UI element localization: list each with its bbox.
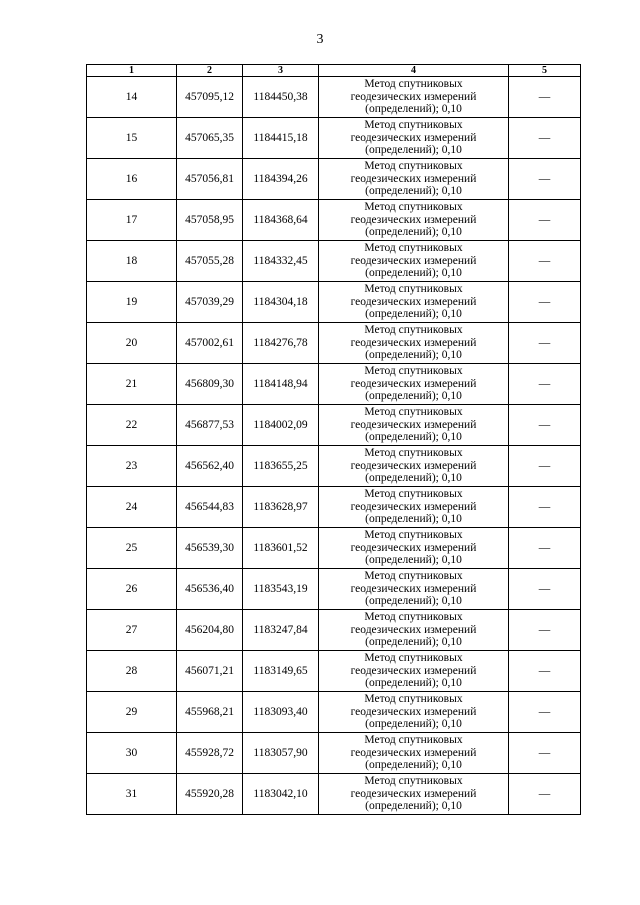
x-coordinate-cell: 456071,21 [177, 651, 243, 692]
table-row [87, 692, 581, 733]
method-line: (определений); 0,10 [365, 554, 462, 567]
note-cell: — [509, 118, 581, 159]
table-header-row [87, 65, 581, 77]
y-coordinate-cell: 1184415,18 [243, 118, 319, 159]
method-cell [319, 610, 509, 651]
point-number-cell: 16 [87, 159, 177, 200]
header-cell: 2 [177, 65, 243, 77]
method-line: Метод спутниковых [364, 693, 463, 706]
x-coordinate-cell: 456536,40 [177, 569, 243, 610]
point-number-cell: 14 [87, 77, 177, 118]
y-coordinate-cell: 1183149,65 [243, 651, 319, 692]
note-cell: — [509, 528, 581, 569]
point-number-cell: 15 [87, 118, 177, 159]
method-line: геодезических измерений [350, 787, 477, 800]
y-coordinate-cell: 1184276,78 [243, 323, 319, 364]
y-coordinate-cell: 1183093,40 [243, 692, 319, 733]
y-coordinate-cell: 1184148,94 [243, 364, 319, 405]
point-number-cell: 25 [87, 528, 177, 569]
method-line: Метод спутниковых [364, 447, 463, 460]
table-row [87, 77, 581, 118]
y-coordinate-cell: 1183042,10 [243, 774, 319, 815]
method-line: (определений); 0,10 [365, 677, 462, 690]
method-line: (определений); 0,10 [365, 267, 462, 280]
method-line: Метод спутниковых [364, 201, 463, 214]
method-cell [319, 159, 509, 200]
table-row [87, 118, 581, 159]
table-row [87, 651, 581, 692]
table-row [87, 159, 581, 200]
note-cell: — [509, 569, 581, 610]
x-coordinate-cell: 456204,80 [177, 610, 243, 651]
note-cell: — [509, 77, 581, 118]
method-cell [319, 118, 509, 159]
note-cell: — [509, 610, 581, 651]
method-cell [319, 282, 509, 323]
method-line: Метод спутниковых [364, 365, 463, 378]
note-cell: — [509, 446, 581, 487]
note-cell: — [509, 241, 581, 282]
method-line: Метод спутниковых [364, 78, 463, 91]
method-line: (определений); 0,10 [365, 226, 462, 239]
y-coordinate-cell: 1183057,90 [243, 733, 319, 774]
note-cell: — [509, 405, 581, 446]
page-number: 3 [316, 32, 324, 47]
method-cell [319, 774, 509, 815]
coordinates-table [86, 64, 581, 815]
method-line: геодезических измерений [350, 336, 477, 349]
point-number-cell: 24 [87, 487, 177, 528]
x-coordinate-cell: 455928,72 [177, 733, 243, 774]
table-row [87, 528, 581, 569]
method-line: Метод спутниковых [364, 160, 463, 173]
note-cell: — [509, 487, 581, 528]
note-cell: — [509, 200, 581, 241]
note-cell: — [509, 282, 581, 323]
point-number-cell: 29 [87, 692, 177, 733]
x-coordinate-cell: 457039,29 [177, 282, 243, 323]
y-coordinate-cell: 1184332,45 [243, 241, 319, 282]
table-row [87, 323, 581, 364]
x-coordinate-cell: 457058,95 [177, 200, 243, 241]
method-line: Метод спутниковых [364, 529, 463, 542]
y-coordinate-cell: 1183601,52 [243, 528, 319, 569]
x-coordinate-cell: 456539,30 [177, 528, 243, 569]
method-line: (определений); 0,10 [365, 595, 462, 608]
method-line: Метод спутниковых [364, 488, 463, 501]
method-line: (определений); 0,10 [365, 800, 462, 813]
note-cell: — [509, 364, 581, 405]
method-cell [319, 364, 509, 405]
note-cell: — [509, 651, 581, 692]
table-row [87, 364, 581, 405]
table-body [87, 77, 581, 815]
method-line: (определений); 0,10 [365, 349, 462, 362]
method-line: геодезических измерений [350, 254, 477, 267]
method-cell [319, 733, 509, 774]
method-line: геодезических измерений [350, 664, 477, 677]
table-row [87, 733, 581, 774]
method-line: геодезических измерений [350, 500, 477, 513]
table-row [87, 569, 581, 610]
y-coordinate-cell: 1184394,26 [243, 159, 319, 200]
method-cell [319, 528, 509, 569]
method-line: Метод спутниковых [364, 324, 463, 337]
y-coordinate-cell: 1184450,38 [243, 77, 319, 118]
method-cell [319, 692, 509, 733]
point-number-cell: 17 [87, 200, 177, 241]
method-line: геодезических измерений [350, 131, 477, 144]
point-number-cell: 30 [87, 733, 177, 774]
point-number-cell: 19 [87, 282, 177, 323]
point-number-cell: 28 [87, 651, 177, 692]
point-number-cell: 26 [87, 569, 177, 610]
x-coordinate-cell: 456877,53 [177, 405, 243, 446]
method-line: Метод спутниковых [364, 406, 463, 419]
method-line: (определений); 0,10 [365, 144, 462, 157]
point-number-cell: 23 [87, 446, 177, 487]
y-coordinate-cell: 1184304,18 [243, 282, 319, 323]
method-line: (определений); 0,10 [365, 308, 462, 321]
method-cell [319, 323, 509, 364]
method-line: геодезических измерений [350, 582, 477, 595]
method-cell [319, 569, 509, 610]
x-coordinate-cell: 457095,12 [177, 77, 243, 118]
header-cell: 3 [243, 65, 319, 77]
point-number-cell: 27 [87, 610, 177, 651]
y-coordinate-cell: 1184368,64 [243, 200, 319, 241]
method-line: Метод спутниковых [364, 734, 463, 747]
note-cell: — [509, 774, 581, 815]
method-line: геодезических измерений [350, 746, 477, 759]
method-line: (определений); 0,10 [365, 431, 462, 444]
method-line: геодезических измерений [350, 418, 477, 431]
point-number-cell: 31 [87, 774, 177, 815]
x-coordinate-cell: 456562,40 [177, 446, 243, 487]
table-row [87, 446, 581, 487]
table-row [87, 282, 581, 323]
method-cell [319, 487, 509, 528]
method-line: (определений); 0,10 [365, 513, 462, 526]
method-cell [319, 241, 509, 282]
y-coordinate-cell: 1183543,19 [243, 569, 319, 610]
point-number-cell: 21 [87, 364, 177, 405]
method-line: (определений); 0,10 [365, 103, 462, 116]
method-cell [319, 446, 509, 487]
point-number-cell: 20 [87, 323, 177, 364]
method-line: геодезических измерений [350, 295, 477, 308]
table-row [87, 487, 581, 528]
method-line: (определений); 0,10 [365, 472, 462, 485]
table-row [87, 405, 581, 446]
method-line: (определений); 0,10 [365, 390, 462, 403]
x-coordinate-cell: 455968,21 [177, 692, 243, 733]
y-coordinate-cell: 1183628,97 [243, 487, 319, 528]
method-cell [319, 405, 509, 446]
x-coordinate-cell: 456544,83 [177, 487, 243, 528]
method-line: геодезических измерений [350, 213, 477, 226]
note-cell: — [509, 159, 581, 200]
y-coordinate-cell: 1183655,25 [243, 446, 319, 487]
method-cell [319, 200, 509, 241]
header-cell: 4 [319, 65, 509, 77]
header-cell: 5 [509, 65, 581, 77]
x-coordinate-cell: 457065,35 [177, 118, 243, 159]
point-number-cell: 22 [87, 405, 177, 446]
method-line: геодезических измерений [350, 172, 477, 185]
method-cell [319, 77, 509, 118]
method-cell [319, 651, 509, 692]
table-row [87, 610, 581, 651]
note-cell: — [509, 692, 581, 733]
method-line: Метод спутниковых [364, 570, 463, 583]
method-line: Метод спутниковых [364, 242, 463, 255]
method-line: Метод спутниковых [364, 283, 463, 296]
method-line: геодезических измерений [350, 377, 477, 390]
method-line: Метод спутниковых [364, 119, 463, 132]
method-line: Метод спутниковых [364, 611, 463, 624]
x-coordinate-cell: 457056,81 [177, 159, 243, 200]
point-number-cell: 18 [87, 241, 177, 282]
x-coordinate-cell: 457002,61 [177, 323, 243, 364]
y-coordinate-cell: 1184002,09 [243, 405, 319, 446]
y-coordinate-cell: 1183247,84 [243, 610, 319, 651]
method-line: геодезических измерений [350, 90, 477, 103]
method-line: геодезических измерений [350, 459, 477, 472]
x-coordinate-cell: 456809,30 [177, 364, 243, 405]
method-line: Метод спутниковых [364, 775, 463, 788]
method-line: (определений); 0,10 [365, 636, 462, 649]
x-coordinate-cell: 457055,28 [177, 241, 243, 282]
method-line: (определений); 0,10 [365, 185, 462, 198]
note-cell: — [509, 323, 581, 364]
table-row [87, 774, 581, 815]
method-line: геодезических измерений [350, 623, 477, 636]
method-line: Метод спутниковых [364, 652, 463, 665]
method-line: (определений); 0,10 [365, 759, 462, 772]
header-cell: 1 [87, 65, 177, 77]
method-line: геодезических измерений [350, 705, 477, 718]
x-coordinate-cell: 455920,28 [177, 774, 243, 815]
method-line: геодезических измерений [350, 541, 477, 554]
table-row [87, 241, 581, 282]
table-row [87, 200, 581, 241]
method-line: (определений); 0,10 [365, 718, 462, 731]
note-cell: — [509, 733, 581, 774]
